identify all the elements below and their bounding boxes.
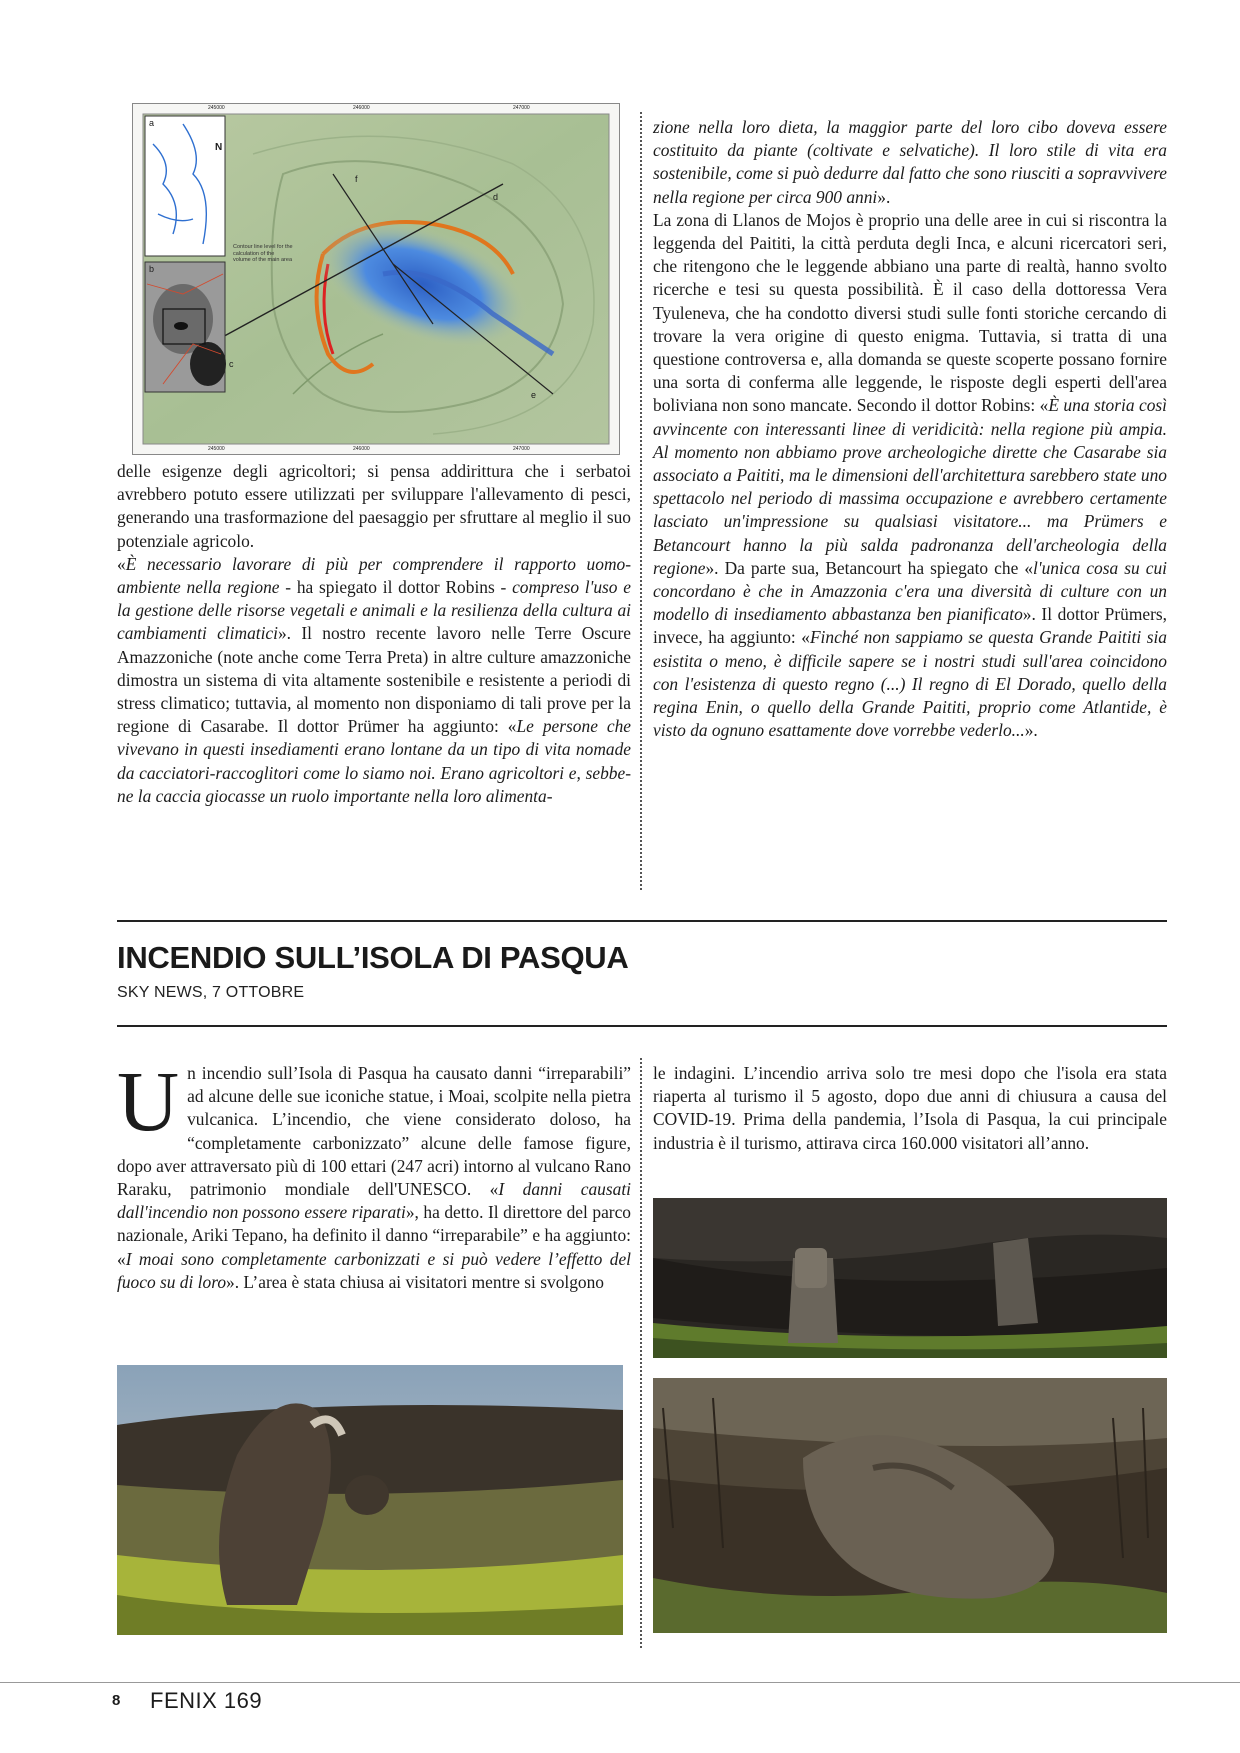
map-tick-bottom-2: 246000 — [353, 446, 370, 452]
map-tick-bottom-1: 245000 — [208, 446, 225, 452]
betancourt-intro: ». Da parte sua, Betancourt ha spiegato che « — [705, 557, 1034, 578]
article-top-rule — [117, 920, 1167, 922]
prumer-quote-continued: zione nella loro dieta, la maggior parte del loro cibo doveva essere costituito da piante (coltivate e selvatiche). Il loro stile di vita era sostenibile, come si può dedurre dal fatto che sono riusciti a sopravvivere nella regione per circa 900 anni — [653, 117, 1167, 207]
footer-rule — [0, 1682, 1240, 1683]
toppled-moai-photo — [653, 1378, 1167, 1633]
map-label-e: e — [531, 390, 537, 400]
map-tick-top-3: 247000 — [513, 105, 530, 111]
prumers-intro: ». Il dottor Prümers, invece, ha aggiunto: « — [653, 604, 1167, 648]
map-label-f: f — [355, 174, 358, 184]
article-body-end: ». L’area è stata chiusa ai visitatori mentre si svolgono — [226, 1271, 604, 1292]
prumer-quote-italic: Le persone che vivevano in questi insediamenti erano lontane da un tipo di vita nomade da cacciatori-raccoglitori come lo siamo noi. Erano agricoltori e, sebbene la caccia giocasse un ruolo importante nella loro alimenta- — [117, 716, 631, 806]
moai-photo-pair — [653, 1198, 1167, 1358]
article-column-separator — [640, 1058, 642, 1648]
quote-open: « — [117, 553, 126, 574]
robins-paititi-quote: È una storia così avvincente con interessanti linee di veridicità: nella regione più ampia. Al momento non abbiamo prove archeologiche dirette che Casarabe sia associato a Paititi, ma le dimensioni dell'architettura sarebbero state uno spettacolo nel periodo di massima occupazione e avrebbero certamente lasciato un'impressione su qualsiasi visitatore... ma Prümers e Betancourt hanno la più salda padronanza dell'archeologia della regione — [653, 395, 1167, 578]
map-label-c: c — [229, 359, 234, 369]
tepano-quote: I moai sono completamente carbonizzati e si può vedere l’effetto del fuoco su di loro — [117, 1248, 631, 1292]
top-right-paragraph-2 — [653, 209, 1167, 743]
top-column-separator — [640, 112, 642, 890]
top-right-paragraph-1 — [653, 116, 1167, 209]
map-tick-bottom-3: 247000 — [513, 446, 530, 452]
quote-close: ». — [877, 186, 891, 207]
article-left-column — [117, 1053, 632, 1294]
map-contour-caption: Contour line level for the calculation of the volume of the main area — [233, 244, 293, 263]
betancourt-quote: l'unica cosa su cui concordano è che in Amazzonia c'era una diversità di culture con un modello di insediamento abbastanza ben pianificato — [653, 557, 1167, 625]
map-tick-top-1: 245000 — [208, 105, 225, 111]
damage-quote: I danni causati dall'incendio non possono essere riparati — [117, 1179, 631, 1223]
magazine-title: FENIX 169 — [150, 1688, 263, 1713]
top-left-column — [117, 460, 631, 808]
drop-cap: U — [117, 1053, 180, 1149]
prumers-quote: Finché non sappiamo se questa Grande Paititi sia esistita o meno, è difficile sapere se i nostri studi sull'area coincidono con l'esistenza di questo regno (...) Il regno di El Dorado, quello della regina Enin, o quello della Grande Paititi, proprio come Atlantide, è visto da ognuno esattamente dove vorrebbe vederlo... — [653, 627, 1167, 741]
page-number: 8 — [112, 1692, 121, 1709]
llanos-paragraph: La zona di Llanos de Mojos è proprio una delle aree in cui si riscontra la leggenda del Paititi, la città perduta degli Inca, e alcuni ricercatori seri, che ritengono che le leggende abbiano una parte di realtà, hanno svolto ricerche e tesi su questa possibilità. È il caso della dottoressa Vera Tyuleneva, che ha condotto diversi studi sulle fonti storiche cercando di trovare la vera origine di questo enigma. Tuttavia, si tratta di una questione controversa e, alla domanda se queste scoperte possano fornire una sorta di conferma alle leggende, le risposte degli esperti dell'area boliviana non sono mancate. Secondo il dottor Robins: « — [653, 209, 1167, 416]
robins-attribution: - ha spiegato il dottor Robins - — [279, 577, 513, 598]
map-label-d: d — [493, 192, 499, 202]
burnt-moai-photo — [117, 1365, 623, 1635]
article-body-start: n incendio sull’Isola di Pasqua ha causato danni “irreparabili” ad alcune delle sue iconiche statue, i Moai, scolpite nella pietra vulcanica. L’incendio, che viene considerato doloso, ha “completamente carbonizzato” alcune delle famose figure, dopo aver attraversato più di 100 ettari (247 acri) intorno al vulcano Rano Raraku, patrimonio mondiale dell'UNESCO. « — [117, 1063, 631, 1200]
map-north-label: N — [215, 142, 223, 153]
final-quote-close: ». — [1024, 720, 1038, 741]
article-bottom-rule — [117, 1025, 1167, 1027]
article-headline: INCENDIO SULL’ISOLA DI PASQUA — [117, 940, 629, 975]
top-left-paragraph-1: delle esigenze degli agricoltori; si pensa addirittura che i serbatoi avrebbero potuto essere utilizzati per sviluppare l'allevamento di pesci, generando una trasformazione del paesaggio per sfruttare al meglio il suo potenziale agricolo. — [117, 461, 631, 551]
article-paragraph-right: le indagini. L’incendio arriva solo tre mesi dopo che l'isola era stata riaperta al turismo il 5 agosto, dopo due anni di chiusura a causa del COVID-19. Prima della pandemia, l’Isola di Pasqua, la cui principale industria è il turismo, attirava circa 160.000 visitatori all’anno. — [653, 1063, 1167, 1153]
map-inset-label-b: b — [149, 264, 155, 274]
article-right-column — [653, 1062, 1167, 1155]
archaeological-map-figure — [132, 103, 620, 455]
map-tick-top-2: 246000 — [353, 105, 370, 111]
top-left-paragraph-2 — [117, 553, 631, 808]
article-source: SKY NEWS, 7 OTTOBRE — [117, 984, 305, 1001]
article-body-mid: », ha detto. Il direttore del parco nazionale, Ariki Tepano, ha definito il danno “irreparabile” e ha aggiunto: « — [117, 1202, 632, 1269]
top-right-column — [653, 116, 1167, 742]
article-paragraph-1 — [117, 1053, 632, 1294]
top-left-body: ». Il nostro recente lavoro nelle Terre Oscure Amazzoniche (note anche come Terra Preta) in altre culture amazzoniche dimostra un sistema di vita altamente sostenibile e resistente a periodi di stress climatico; tuttavia, al momento non disponiamo di tali prove per la regione di Casarabe. Il dottor Prümer ha aggiunto: « — [117, 623, 632, 737]
robins-quote-italic: È necessario lavorare di più per comprendere il rapporto uomo-ambiente nella regione — [117, 553, 631, 598]
map-inset-label-a: a — [149, 118, 155, 128]
map-graphic — [133, 104, 619, 454]
robins-quote-italic-2: compreso l'uso e la gestione delle risorse vegetali e animali e la resilienza della cultura ai cambiamenti climatici — [117, 577, 631, 644]
